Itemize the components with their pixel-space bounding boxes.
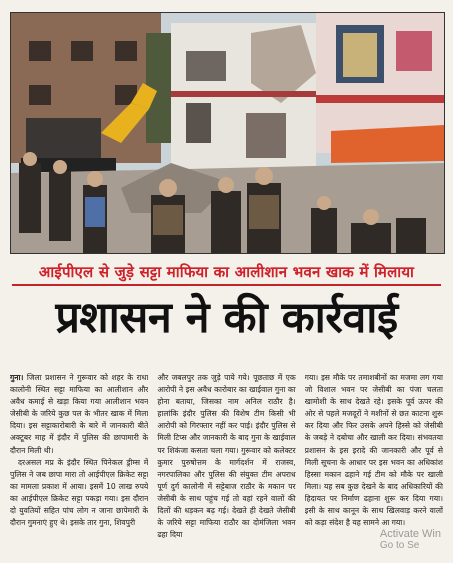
demolition-photo — [10, 12, 445, 254]
main-headline: प्रशासन ने की कार्रवाई — [55, 293, 398, 343]
article-paragraph — [10, 372, 148, 457]
watermark-line-1: Activate Win — [379, 528, 441, 540]
kicker-headline: आईपीएल से जुड़े सट्टा माफिया का आलीशान भवन खाक में मिलाया — [38, 263, 415, 281]
paragraph-text: जिला प्रशासन ने गुरूवार को शहर के राधा कालोनी स्थित सट्टा माफिया का आलीशान और अवैध कमाई से खड़ा किया गया आलीशान भवन जेसीबी के जरिये कुछ पल के भीतर खाक में मिला दिया। इस सट्टाकारोबारी के बारे में जानकारी बीते अक्टूबर माह में इंदौर में पुलिस की छापामारी के दौरान मिली थी। — [10, 373, 149, 455]
article-paragraph: दरअसल मप्र के इंदौर स्थित पिनेकल ड्रीम्स में पुलिस ने जब छापा मारा तो आईपीएल क्रिकेट सट्टा का मामला प्रकाश में आया। इसमें 10 लाख रुपये का आईपीएल क्रिकेट सट्टा पकड़ा गया। इस दौरान दो युवतियों सहित पांच लोग न जाना छापेमारी के दौरान गुमनाएं हुए थे। इसके तार गुना, शिवपुरी — [10, 457, 149, 528]
activation-watermark — [380, 528, 441, 551]
article-paragraph: और जबलपुर तक जुड़े पाये गये। पूछताछ में एक आरोपी ने इस अवैध कारोबार का खाईवाल गुना का होना बताया, जिसका नाम अनिल राठौर है। हालांकि इंदौर पुलिस की विशेष टीम किसी भी आरोपी को गिरफ्तार नहीं कर पाई। इंदौर पुलिस से मिली टिप्स और जानकारी के बाद गुना के खाईवाल पर शिकंजा कसता चला गया। गुरूवार को कलेक्टर कुमार पुरुषोत्तम के मार्गदर्शन में राजस्व, नगरपालिका और पुलिस की संयुक्त टीम अपराध पूर्ण दुर्ग कालोनी में सट्टेबाज राठौर के मकान पर जेसीबी के साथ पहुंच गई तो वहां रहने वालों की दिलों की धड़कन बढ़ गई। देखते ही देखते जेसीबी के जरिये सट्टा माफिया राठौर का दोमंजिला भवन ढहा दिया — [157, 373, 296, 540]
dateline: गुना। — [10, 373, 24, 382]
article-column-1 — [10, 372, 148, 557]
article-paragraph: गया। इस मौके पर तमाशबीनों का मजमा लग गया जो विशाल भवन पर जेसीबी का पंजा चलता खामोशी के साथ देखते रहे। इसके पूर्व ऊपर की ओर से पहले मजदूरों ने मशीनों से छत काटना शुरू कर दिया और फिर उसके अपने हिस्से को जेसीबी के जबड़े ने दबोचा और खाली कर दिया। संभवतया प्रशासन के इस इरादे की जानकारी और पूर्व से मिली सूचना के आधार पर इस भवन का अधिकांश हिस्सा मकान ढहाने गई टीम को मौके पर खाली मिला। यह सब कुछ देखने के बाद अधिकारियों की हिदायत पर निर्माण ढहाना शुरू कर दिया गया। इसी के साथ कानून के साथ खिलवाड़ करने वालों को कड़ा संदेश है यह सामने आ गया। — [304, 373, 443, 528]
watermark-line-2: Go to Se — [379, 540, 420, 551]
article-body — [10, 372, 443, 557]
article-column-2 — [157, 372, 295, 557]
